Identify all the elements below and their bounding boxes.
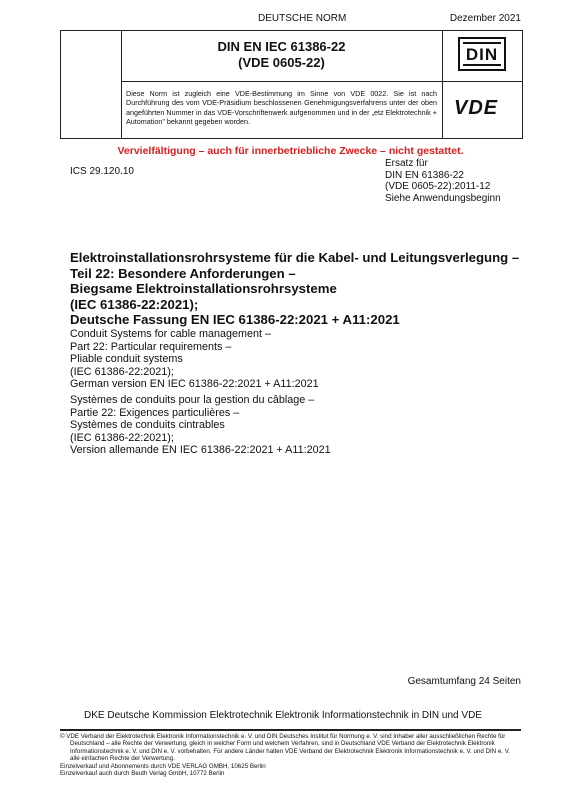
vde-note: Diese Norm ist zugleich eine VDE-Bestimmung im Sinne von VDE 0022. Sie ist nach Durchführung des vom VDE-Präsidium beschlossenen Genehmigungsverfahrens unter der oben angeführten Nummer in das VDE-Vorschriftenwerk aufgenommen und in der „etz Elektrotechnik + Automation" bekannt gegeben worden. [126, 89, 437, 127]
standard-number: DIN EN IEC 61386-22 [217, 39, 346, 54]
title-line: Teil 22: Besondere Anforderungen – [70, 265, 296, 281]
copyright-paragraph: © VDE Verband der Elektrotechnik Elektronik Informationstechnik e. V. und DIN Deutsches Institut für Normung e. V. sind Inhaber aller ausschließlichen Rechte für Deutschland – alle Rechte der Verwertung, gleich in welcher Form und welchem Verfahren, sind in Deutschland VDE Verband der Elektrotechnik Elektronik Informationstechnik e. V. und DIN e. V. vorbehalten. Für andere Länder halten VDE Verband der Elektrotechnik Elektronik Informationstechnik e. V. und DIN e. V. alle einfachen Rechte der Verwertung. [60, 733, 511, 763]
title-line: Elektroinstallationsrohrsysteme für die Kabel- und Leitungsverlegung – [70, 250, 520, 265]
dke-line: DKE Deutsche Kommission Elektrotechnik Elektronik Informationstechnik in DIN und VDE [84, 710, 482, 721]
title-line: Part 22: Particular requirements – [70, 340, 232, 353]
title-line: (IEC 61386-22:2021); [70, 365, 174, 378]
norm-type: DEUTSCHE NORM [258, 13, 347, 24]
title-line: Version allemande EN IEC 61386-22:2021 + A11:2021 [70, 444, 331, 457]
title-line: Biegsame Elektroinstallationsrohrsysteme [70, 281, 337, 297]
title-line: Systèmes de conduits pour la gestion du câblage – [70, 394, 315, 406]
total-pages: Gesamtumfang 24 Seiten [407, 676, 521, 687]
replacement-line: Siehe Anwendungsbeginn [385, 192, 501, 204]
din-logo-text: DIN [465, 45, 499, 64]
din-logo-bar [463, 42, 501, 44]
standard-title [123, 39, 440, 71]
din-logo-bar [463, 64, 501, 66]
title-line: Pliable conduit systems [70, 353, 183, 366]
title-french [70, 394, 520, 457]
divider [121, 81, 522, 82]
vde-number: (VDE 0605-22) [238, 55, 325, 70]
replacement-line: (VDE 0605-22):2011-12 [385, 181, 491, 192]
ics-code: ICS 29.120.10 [70, 166, 134, 177]
title-line: Conduit Systems for cable management – [70, 328, 272, 340]
title-line: Systèmes de conduits cintrables [70, 419, 225, 432]
header-box [60, 30, 523, 139]
title-line: German version EN IEC 61386-22:2021 + A11:2021 [70, 378, 319, 391]
divider [442, 31, 443, 138]
reproduction-notice: Vervielfältigung – auch für innerbetriebliche Zwecke – nicht gestattet. [117, 145, 464, 157]
title-line: Deutsche Fassung EN IEC 61386-22:2021 + A11:2021 [70, 312, 400, 328]
din-logo [458, 37, 506, 71]
publication-date: Dezember 2021 [449, 13, 521, 24]
vde-logo: VDE [454, 97, 499, 119]
replacement-line: DIN EN 61386-22 [385, 169, 464, 181]
title-line: Partie 22: Exigences particulières – [70, 406, 240, 419]
title-line: (IEC 61386-22:2021); [70, 296, 199, 312]
replacement-info [385, 158, 501, 204]
title-line: (IEC 61386-22:2021); [70, 431, 174, 444]
footer-divider [60, 729, 521, 731]
replacement-line: Ersatz für [385, 158, 428, 169]
copyright-notice [60, 733, 521, 777]
distribution-line: Einzelverkauf und Abonnements durch VDE VERLAG GMBH, 10625 Berlin [60, 762, 266, 770]
distribution-line: Einzelverkauf auch durch Beuth Verlag GmbH, 10772 Berlin [60, 770, 225, 778]
divider [121, 31, 122, 138]
title-english [70, 328, 520, 391]
title-german [70, 250, 520, 328]
